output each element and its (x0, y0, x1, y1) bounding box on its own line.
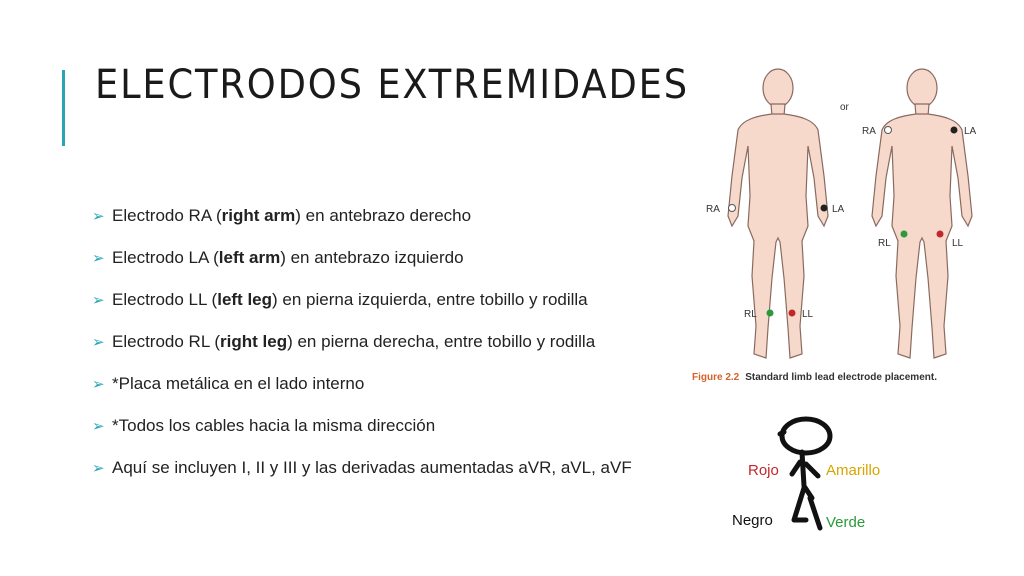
bullet-item (92, 405, 702, 447)
bullet-text: ) en antebrazo izquierdo (280, 248, 464, 267)
negro-label: Negro (732, 512, 773, 529)
bullet-item (92, 321, 702, 363)
stick-arm-left (806, 464, 818, 476)
la-electrode-dot (821, 205, 828, 212)
rl-electrode-dot (767, 310, 774, 317)
ll-label: LL (952, 238, 964, 249)
figure-number: Figure 2.2 (692, 372, 740, 383)
bullet-text: *Placa metálica en el lado interno (112, 374, 365, 393)
bullet-item (92, 363, 702, 405)
stick-figure (730, 410, 930, 550)
bullet-bold-text: right leg (220, 332, 288, 351)
caption-text: Standard limb lead electrode placement. (745, 372, 937, 383)
stick-arm-right (792, 462, 800, 474)
ll-electrode-dot (937, 231, 944, 238)
ra-electrode-dot (885, 127, 892, 134)
bullet-text: Electrodo LA ( (112, 248, 219, 267)
bullet-text: Aquí se incluyen I, II y III y las derivadas aumentadas aVR, aVL, aVF (112, 458, 632, 477)
body-diagram (690, 62, 990, 367)
la-label: LA (832, 204, 845, 215)
bullet-text: Electrodo RL ( (112, 332, 221, 351)
bullet-text: *Todos los cables hacia la misma dirección (112, 416, 436, 435)
stick-leg-left (810, 498, 820, 528)
rojo-label: Rojo (748, 462, 779, 479)
bullet-bold-text: left arm (218, 248, 281, 267)
ra-label: RA (862, 126, 876, 137)
bullet-bold-text: right arm (221, 206, 296, 225)
la-label: LA (964, 126, 977, 137)
arrow-bullet-icon: ➢ (92, 250, 105, 267)
bullet-text: Electrodo LL ( (112, 290, 218, 309)
rl-electrode-dot (901, 231, 908, 238)
ra-electrode-dot (729, 205, 736, 212)
ll-label: LL (802, 309, 814, 320)
title-accent-bar (62, 70, 65, 146)
arrow-bullet-icon: ➢ (92, 376, 105, 393)
la-electrode-dot (951, 127, 958, 134)
ll-electrode-dot (789, 310, 796, 317)
electrode-placement-figure (690, 62, 990, 392)
amarillo-label: Amarillo (826, 462, 881, 479)
bullet-item (92, 237, 702, 279)
bullet-list (92, 195, 702, 489)
slide-title: ELECTRODOS EXTREMIDADES (95, 62, 689, 108)
verde-label: Verde (826, 514, 866, 531)
bullet-item (92, 447, 702, 489)
arrow-bullet-icon: ➢ (92, 292, 105, 309)
rl-label: RL (744, 309, 757, 320)
or-label: or (840, 102, 849, 113)
bullet-bold-text: left leg (217, 290, 273, 309)
bullet-item (92, 279, 702, 321)
stick-leg-right (794, 488, 806, 520)
figure-caption (692, 372, 937, 383)
arrow-bullet-icon: ➢ (92, 208, 105, 225)
bullet-text: ) en pierna izquierda, entre tobillo y rodilla (272, 290, 588, 309)
bullet-item (92, 195, 702, 237)
bullet-text: Electrodo RA ( (112, 206, 222, 225)
body-front-right (872, 69, 972, 358)
arrow-bullet-icon: ➢ (92, 460, 105, 477)
ra-label: RA (706, 204, 720, 215)
bullet-text: ) en pierna derecha, entre tobillo y rodilla (287, 332, 596, 351)
rl-label: RL (878, 238, 891, 249)
stick-head (782, 419, 830, 453)
arrow-bullet-icon: ➢ (92, 418, 105, 435)
bullet-text: ) en antebrazo derecho (295, 206, 472, 225)
arrow-bullet-icon: ➢ (92, 334, 105, 351)
